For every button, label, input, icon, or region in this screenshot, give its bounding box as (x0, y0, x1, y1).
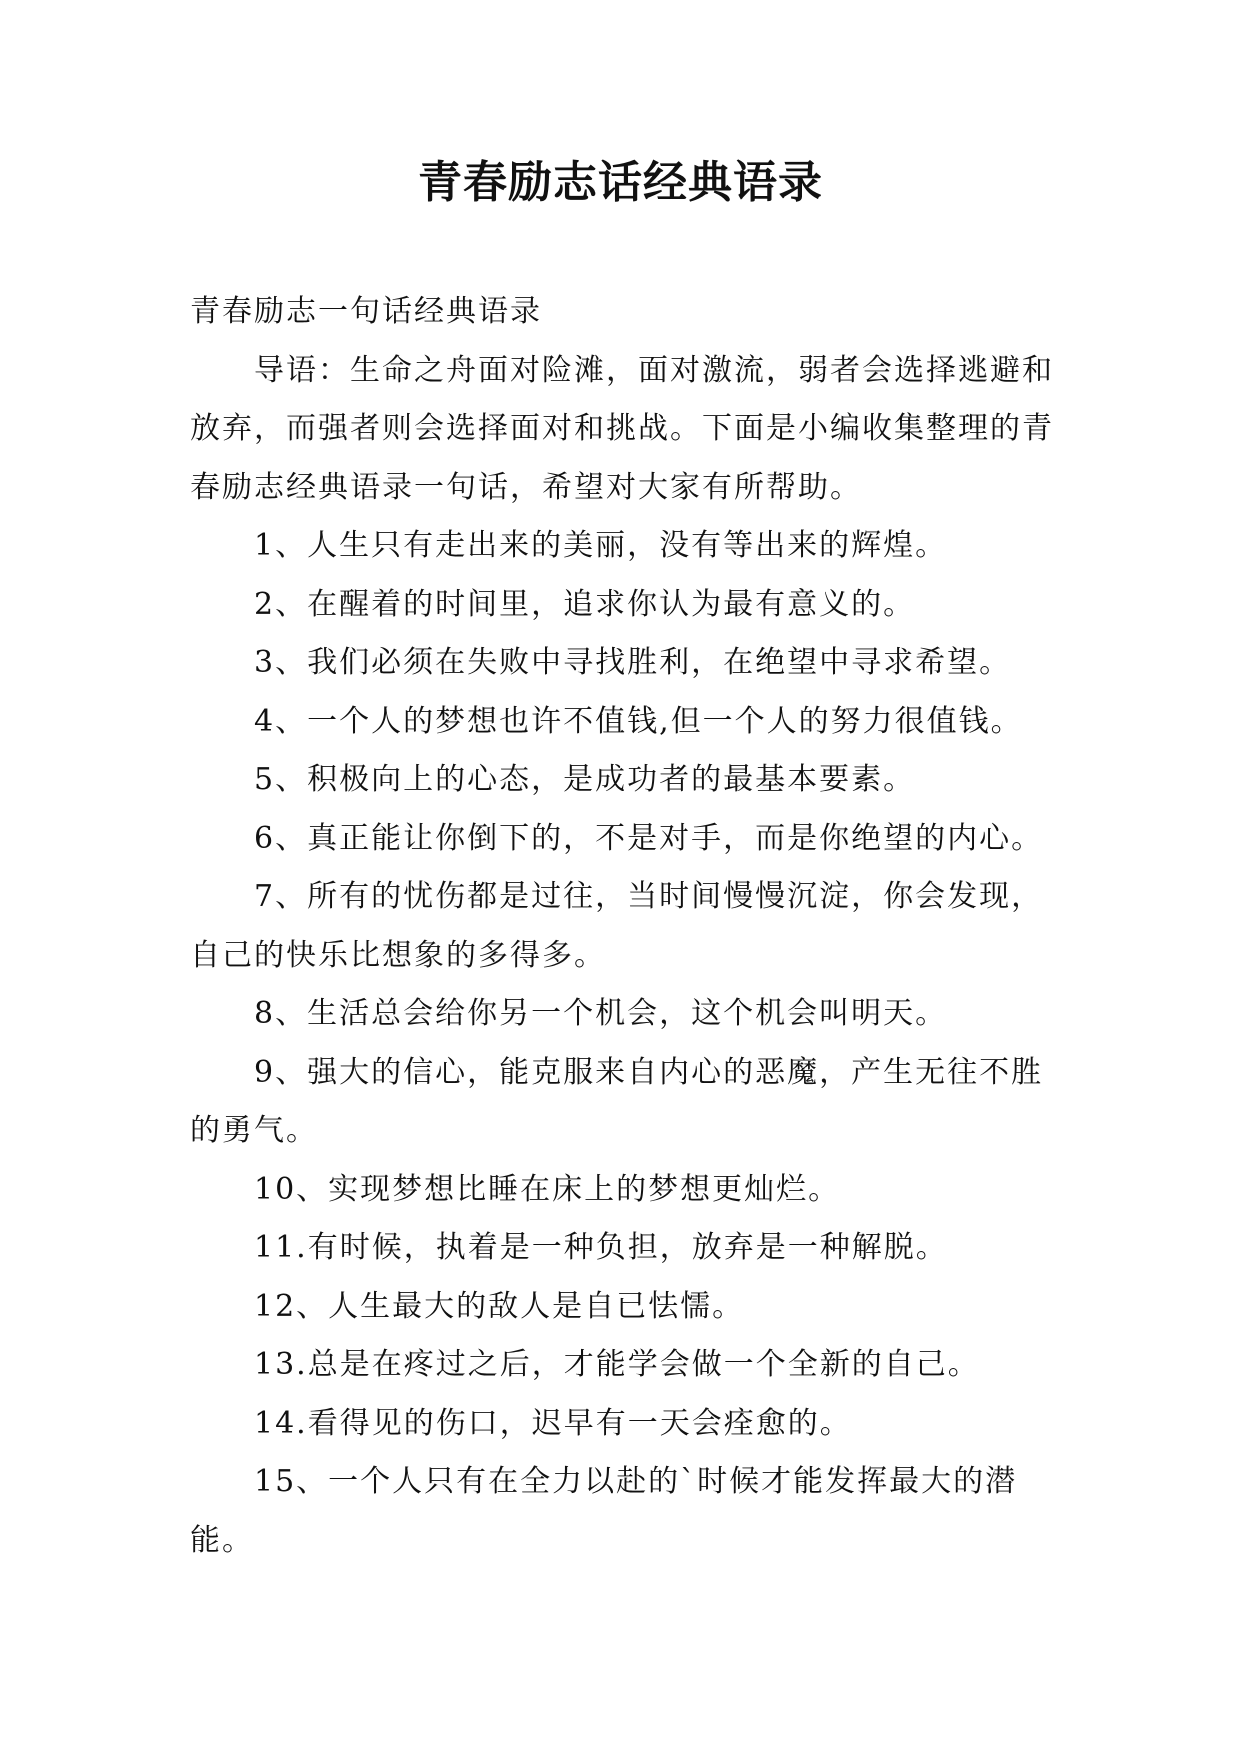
document-body (190, 283, 1070, 1570)
quote-item: 14.看得见的伤口，迟早有一天会痊愈的。 (254, 1405, 852, 1441)
quote-item: 9、强大的信心，能克服来自内心的恶魔，产生无往不胜的勇气。 (190, 1054, 1044, 1148)
quote-item: 4、一个人的梦想也许不值钱,但一个人的努力很值钱。 (254, 703, 1023, 739)
intro-paragraph: 导语：生命之舟面对险滩，面对激流，弱者会选择逃避和放弃，而强者则会选择面对和挑战。下面是小编收集整理的青春励志经典语录一句话，希望对大家有所帮助。 (190, 352, 1054, 505)
quote-item: 13.总是在疼过之后，才能学会做一个全新的自己。 (254, 1347, 980, 1382)
quote-item: 6、真正能让你倒下的，不是对手，而是你绝望的内心。 (254, 820, 1044, 856)
quote-item: 1、人生只有走出来的美丽，没有等出来的辉煌。 (254, 528, 948, 563)
quote-item: 11.有时候，执着是一种负担，放弃是一种解脱。 (254, 1230, 948, 1265)
document-subtitle: 青春励志一句话经典语录 (190, 294, 542, 329)
quote-item: 8、生活总会给你另一个机会，这个机会叫明天。 (254, 996, 948, 1031)
quote-item: 5、积极向上的心态，是成功者的最基本要素。 (254, 762, 916, 797)
quote-item: 2、在醒着的时间里，追求你认为最有意义的。 (254, 586, 916, 622)
document-title: 青春励志话经典语录 (418, 157, 823, 208)
quote-item: 10、实现梦想比睡在床上的梦想更灿烂。 (254, 1171, 841, 1207)
quote-item: 3、我们必须在失败中寻找胜利，在绝望中寻求希望。 (254, 645, 1012, 680)
quote-item: 7、所有的忧伤都是过往，当时间慢慢沉淀，你会发现，自己的快乐比想象的多得多。 (190, 879, 1044, 973)
quote-item: 12、人生最大的敌人是自已怯懦。 (254, 1288, 745, 1324)
quote-item: 15、一个人只有在全力以赴的`时候才能发挥最大的潜能。 (190, 1464, 1018, 1558)
